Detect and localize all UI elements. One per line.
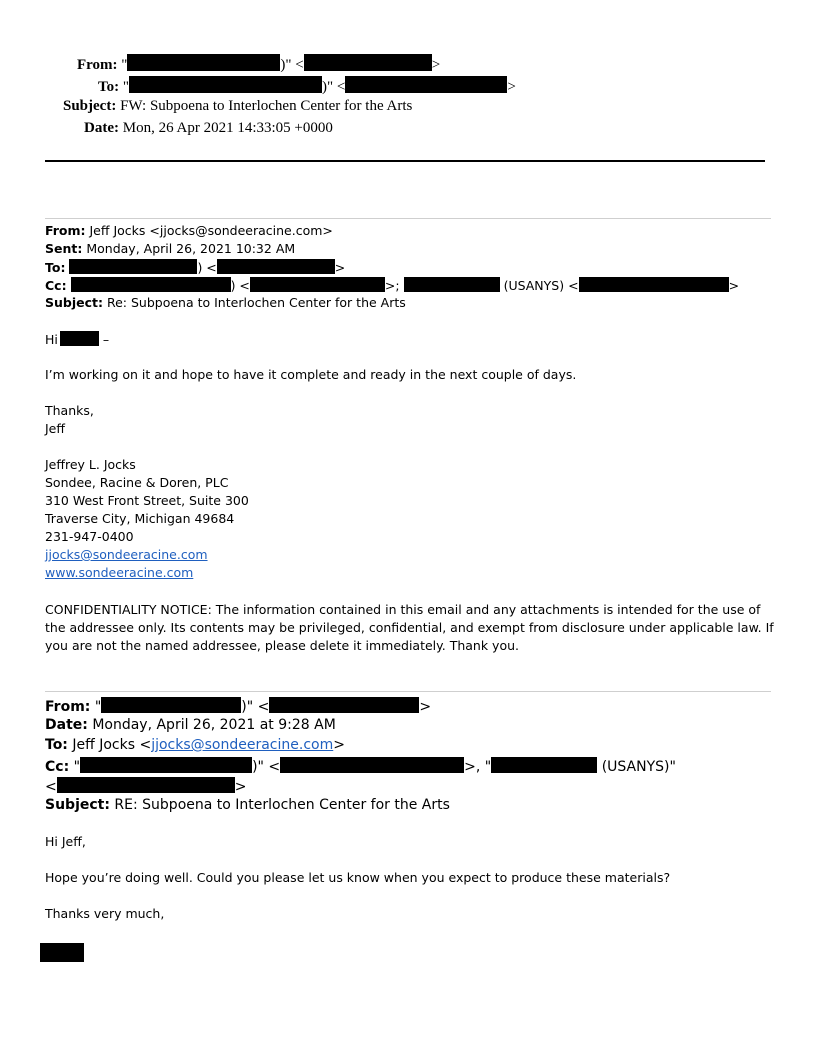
- signature-web-line: [45, 565, 193, 580]
- msg2-greeting: Hi Jeff,: [45, 834, 86, 849]
- msg2-to-line: [45, 737, 345, 753]
- msg1-subject-line: [45, 295, 406, 310]
- msg1-to-line: To: ) < >: [45, 260, 346, 275]
- redaction-box: [404, 277, 500, 292]
- redaction-box: [60, 331, 99, 346]
- redaction-box: [491, 757, 597, 773]
- msg1-cc-line: Cc: ) < >; (USANYS) < >: [45, 278, 740, 293]
- msg1-from-label: From:: [45, 223, 86, 238]
- signature-address-line2: Traverse City, Michigan 49684: [45, 511, 235, 526]
- message-divider: [45, 691, 771, 692]
- signature-address-line1: 310 West Front Street, Suite 300: [45, 493, 249, 508]
- top-subject: FW: Subpoena to Interlochen Center for the Arts: [120, 98, 413, 114]
- msg2-to-name: Jeff Jocks <: [72, 737, 152, 753]
- msg1-greeting-dash: –: [102, 332, 110, 347]
- msg1-from: Jeff Jocks <jjocks@sondeeracine.com>: [89, 223, 333, 238]
- msg1-sent-label: Sent:: [45, 241, 83, 256]
- msg1-greeting: [45, 331, 109, 347]
- confidentiality-notice: CONFIDENTIALITY NOTICE: The information contained in this email and any attachments is intended for the use of the addressee only. Its contents may be privileged, confidential, and exempt from disclosure under applicable law. If you are not the named addressee, please delete it immediately. Thank you.: [45, 602, 774, 653]
- redaction-box: [57, 777, 235, 793]
- redaction-box: [579, 277, 729, 292]
- redaction-box: [40, 943, 84, 962]
- msg2-subject-label: Subject:: [45, 797, 110, 813]
- msg1-cc-org: (USANYS): [503, 278, 565, 293]
- redaction-box: [129, 76, 322, 93]
- msg1-thanks: Thanks,: [45, 403, 94, 418]
- msg1-subject-label: Subject:: [45, 295, 103, 310]
- header-divider: [45, 160, 765, 162]
- msg2-cc-org: (USANYS)": [601, 759, 676, 775]
- message-divider: [45, 218, 771, 219]
- redaction-box: [345, 76, 507, 93]
- msg1-subject: Re: Subpoena to Interlochen Center for the Arts: [106, 295, 406, 310]
- top-date: Mon, 26 Apr 2021 14:33:05 +0000: [122, 120, 333, 136]
- msg2-date: Monday, April 26, 2021 at 9:28 AM: [92, 717, 336, 733]
- msg2-subject: RE: Subpoena to Interlochen Center for the Arts: [114, 797, 450, 813]
- top-to-label: To:: [98, 79, 120, 95]
- msg2-from-label: From:: [45, 699, 91, 715]
- msg1-cc-label: Cc:: [45, 278, 67, 293]
- signature-name: Jeffrey L. Jocks: [45, 457, 136, 472]
- redaction-box: [304, 54, 432, 71]
- top-date-label: Date:: [84, 120, 119, 136]
- msg2-cc-line2: < >: [45, 779, 247, 795]
- signature-email-line: [45, 547, 208, 562]
- msg2-to-close: >: [333, 737, 345, 753]
- top-from-label: From:: [77, 57, 118, 73]
- redaction-box: [71, 277, 231, 292]
- msg2-date-label: Date:: [45, 717, 88, 733]
- msg2-to-email-link[interactable]: jjocks@sondeeracine.com: [151, 737, 334, 753]
- msg2-cc-label: Cc:: [45, 759, 70, 775]
- msg2-thanks: Thanks very much,: [45, 906, 165, 921]
- redaction-box: [250, 277, 385, 292]
- msg1-greeting-text: Hi: [45, 332, 58, 347]
- msg2-from-line: From: " )" < >: [45, 699, 432, 715]
- msg2-cc-line: Cc: " )" < >, " (USANYS)": [45, 759, 676, 775]
- redaction-box: [127, 54, 280, 71]
- signature-phone: 231-947-0400: [45, 529, 134, 544]
- msg2-date-line: [45, 717, 336, 733]
- signature-web-link[interactable]: www.sondeeracine.com: [45, 565, 194, 580]
- msg1-body: I’m working on it and hope to have it complete and ready in the next couple of days.: [45, 367, 577, 382]
- msg2-subject-line: [45, 797, 450, 813]
- top-from-line: From: " )" < >: [77, 54, 440, 74]
- redaction-box: [80, 757, 252, 773]
- redaction-box: [69, 259, 197, 274]
- msg1-from-line: [45, 223, 333, 238]
- signature-firm: Sondee, Racine & Doren, PLC: [45, 475, 229, 490]
- redaction-box: [269, 697, 419, 713]
- redaction-box: [217, 259, 335, 274]
- redaction-box: [280, 757, 464, 773]
- msg1-sent-line: [45, 241, 295, 256]
- redaction-box: [101, 697, 241, 713]
- msg2-to-label: To:: [45, 737, 68, 753]
- top-subject-line: [63, 98, 412, 115]
- msg1-to-label: To:: [45, 260, 66, 275]
- signature-email-link[interactable]: jjocks@sondeeracine.com: [45, 547, 208, 562]
- top-date-line: [84, 120, 333, 137]
- top-subject-label: Subject:: [63, 98, 117, 114]
- msg1-sign: Jeff: [45, 421, 65, 436]
- msg1-sent: Monday, April 26, 2021 10:32 AM: [86, 241, 296, 256]
- top-to-line: To: " )" < >: [98, 76, 516, 96]
- msg2-body: Hope you’re doing well. Could you please let us know when you expect to produce these materials?: [45, 870, 671, 885]
